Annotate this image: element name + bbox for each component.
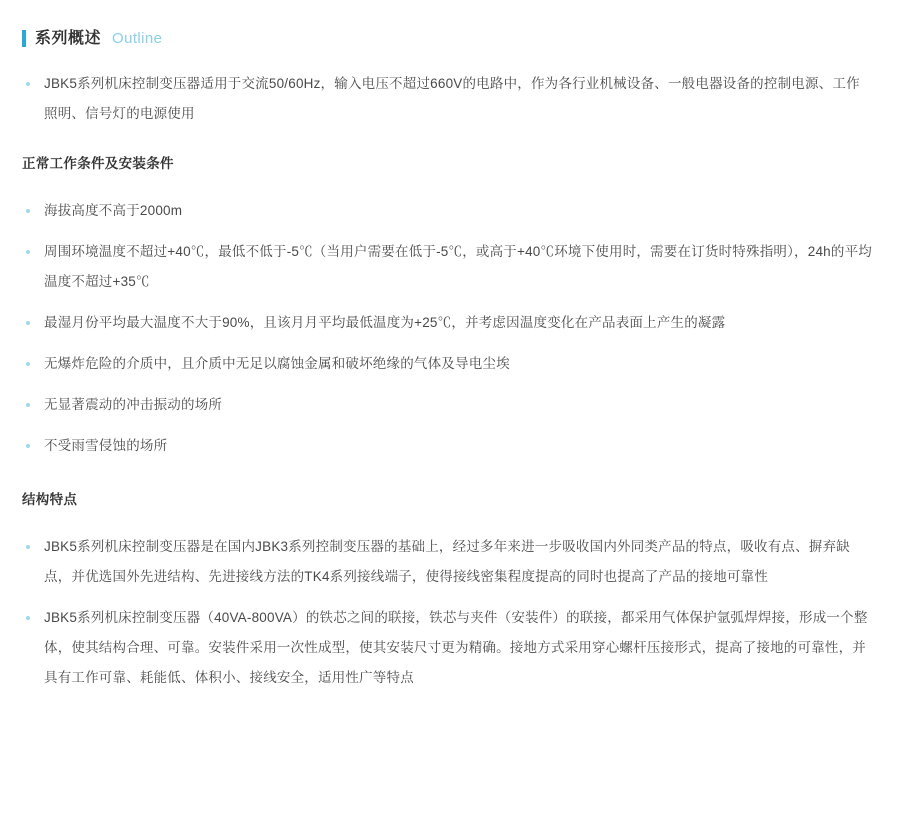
bullet-dot-icon: [26, 616, 30, 620]
list-item: [22, 69, 872, 129]
list-item: [22, 196, 872, 226]
conditions-bullet-list: [22, 196, 872, 461]
subsection-title-conditions: 正常工作条件及安装条件: [22, 156, 174, 171]
list-item: [22, 237, 872, 297]
bullet-dot-icon: [26, 250, 30, 254]
bullet-dot-icon: [26, 444, 30, 448]
list-item-text: 无显著震动的冲击振动的场所: [44, 396, 223, 412]
list-item-text: 无爆炸危险的介质中，且介质中无足以腐蚀金属和破坏绝缘的气体及导电尘埃: [44, 355, 510, 371]
bullet-dot-icon: [26, 82, 30, 86]
list-item-text: 周围环境温度不超过+40℃，最低不低于-5℃（当用户需要在低于-5℃，或高于+40℃环境下使用时，需要在订货时特殊指明），24h的平均温度不超过+35℃: [44, 243, 872, 289]
list-item-text: 最湿月份平均最大温度不大于90%，且该月月平均最低温度为+25℃，并考虑因温度变化在产品表面上产生的凝露: [44, 314, 726, 330]
list-item-text: JBK5系列机床控制变压器（40VA-800VA）的铁芯之间的联接，铁芯与夹件（安装件）的联接，都采用气体保护氩弧焊焊接，形成一个整体，使其结构合理、可靠。安装件采用一次性成型，使其安装尺寸更为精确。接地方式采用穿心螺杆压接形式，提高了接地的可靠性，并具有工作可靠、耗能低、体积小、接线安全，适用性广等特点: [44, 609, 868, 685]
bullet-dot-icon: [26, 362, 30, 366]
accent-bar-icon: [22, 30, 26, 47]
list-item-text: 不受雨雪侵蚀的场所: [44, 437, 168, 453]
list-item-text: 海拔高度不高于2000m: [44, 202, 183, 218]
bullet-dot-icon: [26, 403, 30, 407]
list-item: [22, 603, 872, 693]
list-item: [22, 308, 872, 338]
list-item: [22, 390, 872, 420]
section-heading: [22, 30, 872, 47]
subsection-title-structure: 结构特点: [22, 491, 78, 507]
bullet-dot-icon: [26, 545, 30, 549]
bullet-dot-icon: [26, 209, 30, 213]
bullet-dot-icon: [26, 321, 30, 325]
list-item-text: JBK5系列机床控制变压器适用于交流50/60Hz，输入电压不超过660V的电路中，作为各行业机械设备、一般电器设备的控制电源、工作照明、信号灯的电源使用: [44, 76, 860, 121]
page-title-english: Outline: [112, 30, 163, 47]
intro-bullet-list: [22, 69, 872, 129]
list-item: [22, 431, 872, 461]
structure-bullet-list: [22, 532, 872, 693]
list-item: [22, 532, 872, 592]
page-title: 系列概述: [35, 29, 102, 47]
list-item: [22, 349, 872, 379]
list-item-text: JBK5系列机床控制变压器是在国内JBK3系列控制变压器的基础上，经过多年来进一步吸收国内外同类产品的特点，吸收有点、摒弃缺点，并优选国外先进结构、先进接线方法的TK4系列接线端子，使得接线密集程度提高的同时也提高了产品的接地可靠性: [44, 538, 850, 584]
